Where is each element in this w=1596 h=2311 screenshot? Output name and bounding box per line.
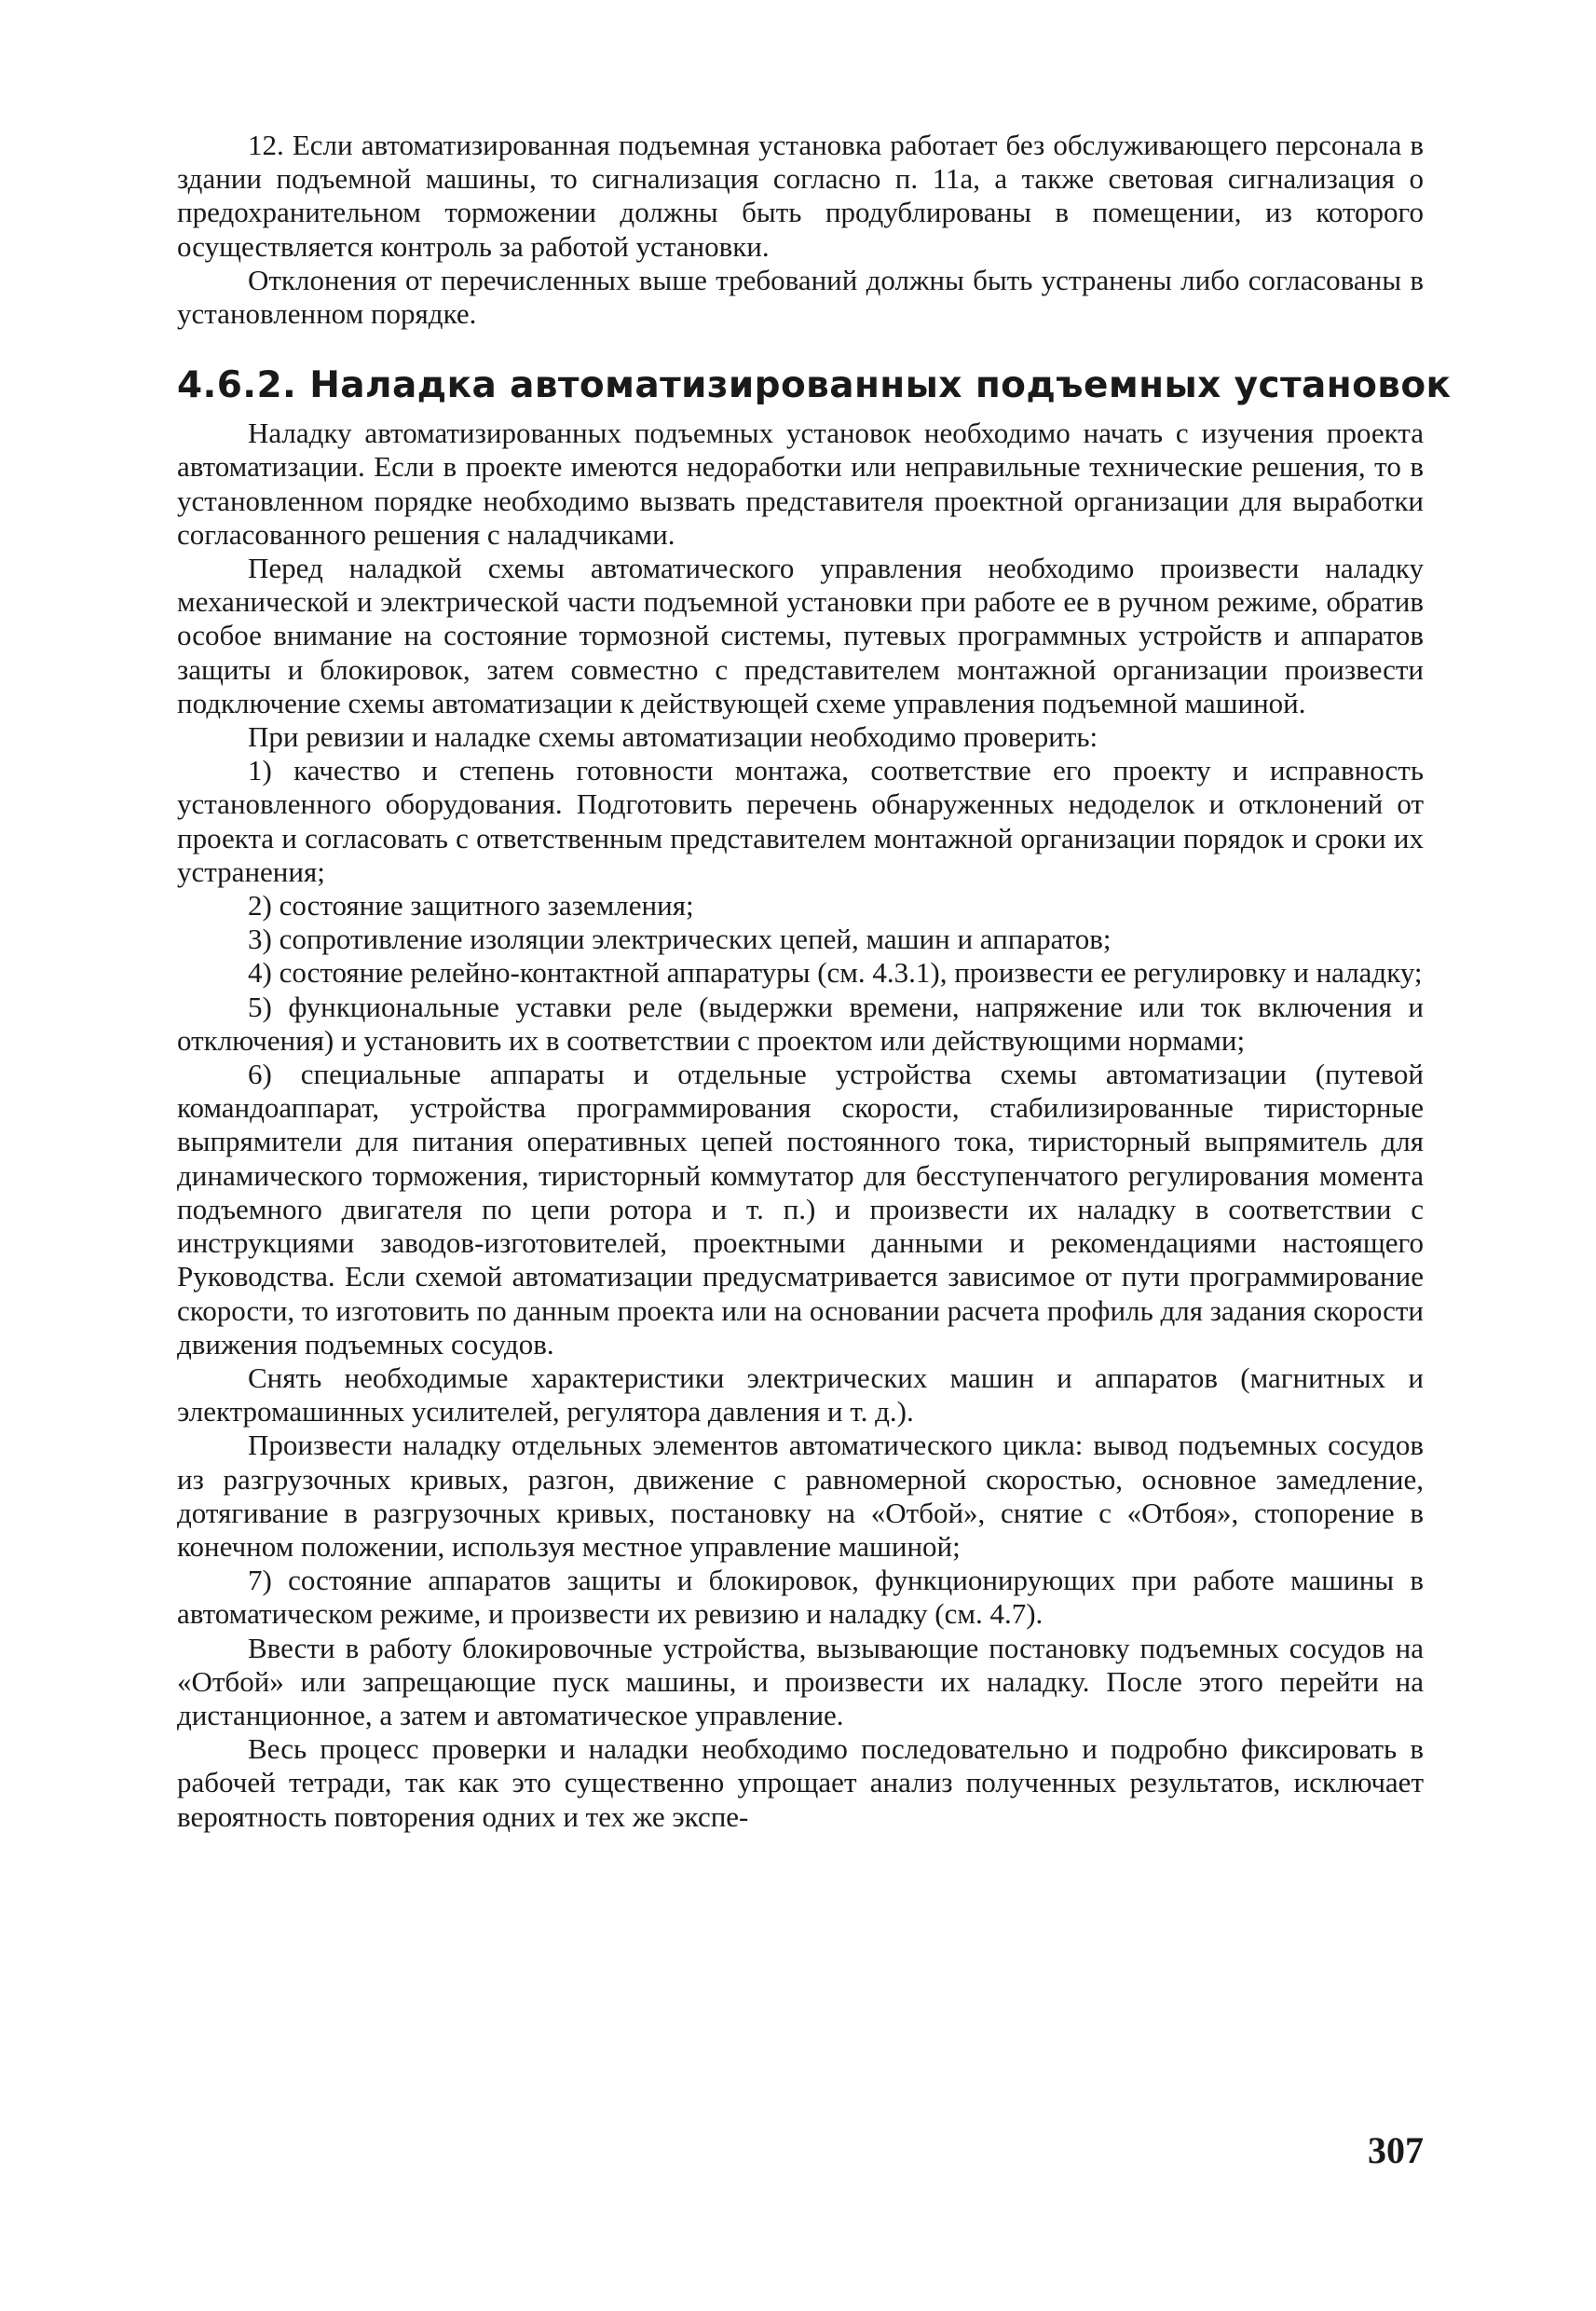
list-item: 4) состояние релейно-контактной аппаратуры (см. 4.3.1), произвести ее регулировку и наладку; xyxy=(248,956,1423,990)
list-item: 3) сопротивление изоляции электрических цепей, машин и аппаратов; xyxy=(248,923,1112,956)
list-item: 1) качество и степень готовности монтажа, соответствие его проекту и исправность установленного оборудования. Подготовить перечень обнаруженных недоделок и отклонений от проекта и согласовать с ответственным представителем монтажной организации порядок и сроки их устранения; xyxy=(177,754,1424,888)
paragraph: Снять необходимые характеристики электрических машин и аппаратов (магнитных и электромашинных усилителей, регулятора давления и т. д.). xyxy=(177,1361,1424,1429)
document-page xyxy=(177,129,1452,2272)
paragraph-deviations: Отклонения от перечисленных выше требований должны быть устранены либо согласованы в установленном порядке. xyxy=(177,263,1424,331)
list-item: 2) состояние защитного заземления; xyxy=(248,889,694,923)
page-number: 307 xyxy=(1368,2129,1424,2171)
paragraph: Весь процесс проверки и наладки необходимо последовательно и подробно фиксировать в рабочей тетради, так как это существенно упрощает анализ полученных результатов, исключает вероятность повторения одних и тех же экспе- xyxy=(177,1732,1424,1833)
paragraph: Перед наладкой схемы автоматического управления необходимо произвести наладку механической и электрической части подъемной установки при работе ее в ручном режиме, обратив особое внимание на состояние тормозной системы, путевых программных устройств и аппаратов защиты и блокировок, затем совместно с представителем монтажной организации произвести подключение схемы автоматизации к действующей схеме управления подъемной машиной. xyxy=(177,552,1424,719)
paragraph: Произвести наладку отдельных элементов автоматического цикла: вывод подъемных сосудов из разгрузочных кривых, разгон, движение с равномерной скоростью, основное замедление, дотягивание в разгрузочных кривых, постановку на «Отбой», снятие с «Отбоя», стопорение в конечном положении, используя местное управление машиной; xyxy=(177,1429,1424,1563)
paragraph: Ввести в работу блокировочные устройства, вызывающие постановку подъемных сосудов на «Отбой» или запрещающие пуск машины, и произвести их наладку. После этого перейти на дистанционное, а затем и автоматическое управление. xyxy=(177,1631,1424,1731)
paragraph: При ревизии и наладке схемы автоматизации необходимо проверить: xyxy=(248,720,1098,754)
paragraph: Наладку автоматизированных подъемных установок необходимо начать с изучения проекта автоматизации. Если в проекте имеются недоработки или неправильные технические решения, то в установленном порядке необходимо вызвать представителя проектной организации для выработки согласованного решения с наладчиками. xyxy=(177,417,1424,551)
paragraph-item-12: 12. Если автоматизированная подъемная установка работает без обслуживающего персонала в здании подъемной машины, то сигнализация согласно п. 11а, а также световая сигнализация о предохранительном торможении должны быть продублированы в помещении, из которого осуществляется контроль за работой установки. xyxy=(177,129,1424,263)
section-heading: 4.6.2. Наладка автоматизированных подъемных установок xyxy=(177,364,1452,407)
list-item: 6) специальные аппараты и отдельные устройства схемы автоматизации (путевой командоаппарат, устройства программирования скорости, стабилизированные тиристорные выпрямители для питания оперативных цепей постоянного тока, тиристорный выпрямитель для динамического торможения, тиристорный коммутатор для бесступенчатого регулирования момента подъемного двигателя по цепи ротора и т. п.) и произвести их наладку в соответствии с инструкциями заводов-изготовителей, проектными данными и рекомендациями настоящего Руководства. Если схемой автоматизации предусматривается зависимое от пути программирование скорости, то изготовить по данным проекта или на основании расчета профиль для задания скорости движения подъемных сосудов. xyxy=(177,1058,1424,1361)
list-item: 5) функциональные уставки реле (выдержки времени, напряжение или ток включения и отключения) и установить их в соответствии с проектом или действующими нормами; xyxy=(177,990,1424,1057)
list-item: 7) состояние аппаратов защиты и блокировок, функционирующих при работе машины в автоматическом режиме, и произвести их ревизию и наладку (см. 4.7). xyxy=(177,1564,1424,1631)
